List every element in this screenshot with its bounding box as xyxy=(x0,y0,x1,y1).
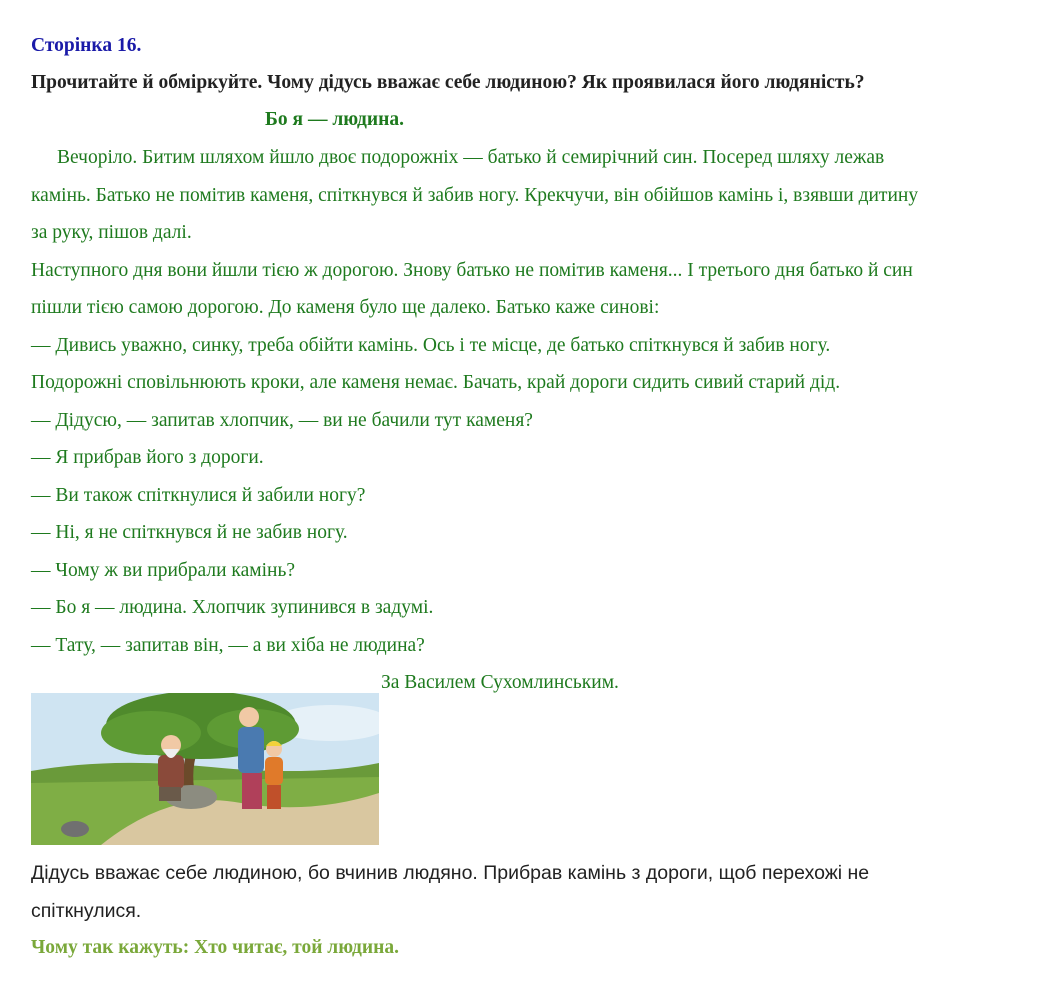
story-line: — Чому ж ви прибрали камінь? xyxy=(31,560,295,581)
story-line: — Тату, — запитав він, — а ви хіба не людина? xyxy=(31,635,425,656)
task-question: Прочитайте й обміркуйте. Чому дідусь вважає себе людиною? Як проявилася його людяність? xyxy=(31,72,865,93)
page-heading: Сторінка 16. xyxy=(31,35,142,56)
story-line: — Дивись уважно, синку, треба обійти камінь. Ось і те місце, де батько спіткнувся й забив ногу. xyxy=(31,335,831,356)
story-line: — Я прибрав його з дороги. xyxy=(31,447,264,468)
story-author: За Василем Сухомлинським. xyxy=(381,672,619,693)
story-line: Вечоріло. Битим шляхом йшло двоє подорожніх — батько й семирічний син. Посеред шляху лежав xyxy=(57,147,885,168)
story-line: за руку, пішов далі. xyxy=(31,222,192,243)
story-illustration xyxy=(31,693,379,845)
father-body xyxy=(238,727,264,773)
story-line: — Бо я — людина. Хлопчик зупинився в задумі. xyxy=(31,597,434,618)
father-head xyxy=(239,707,259,727)
story-line: — Ви також спіткнулися й забили ногу? xyxy=(31,485,366,506)
grandfather-body xyxy=(158,755,184,789)
story-line: Наступного дня вони йшли тією ж дорогою. Знову батько не помітив каменя... І третього дня батько й син xyxy=(31,260,913,281)
son-body xyxy=(265,757,283,785)
story-title: Бо я — людина. xyxy=(265,109,405,130)
stone xyxy=(61,821,89,837)
answer-line: Дідусь вважає себе людиною, бо вчинив людяно. Прибрав камінь з дороги, щоб перехожі не xyxy=(31,862,870,884)
answer-line: спіткнулися. xyxy=(31,900,142,922)
story-line: Подорожні сповільнюють кроки, але каменя немає. Бачать, край дороги сидить сивий старий дід. xyxy=(31,372,841,393)
story-line: камінь. Батько не помітив каменя, спіткнувся й забив ногу. Крекчучи, він обійшов камінь і, взявши дитину xyxy=(31,185,919,206)
proverb-question: Чому так кажуть: Хто читає, той людина. xyxy=(31,937,399,958)
story-line: пішли тією самою дорогою. До каменя було ще далеко. Батько каже синові: xyxy=(31,297,660,318)
father-legs xyxy=(242,773,262,809)
tree-leaves xyxy=(101,711,201,755)
son-legs xyxy=(267,785,281,809)
story-line: — Ні, я не спіткнувся й не забив ногу. xyxy=(31,522,348,543)
grandfather-legs xyxy=(159,787,181,801)
story-line: — Дідусю, — запитав хлопчик, — ви не бачили тут каменя? xyxy=(31,410,533,431)
